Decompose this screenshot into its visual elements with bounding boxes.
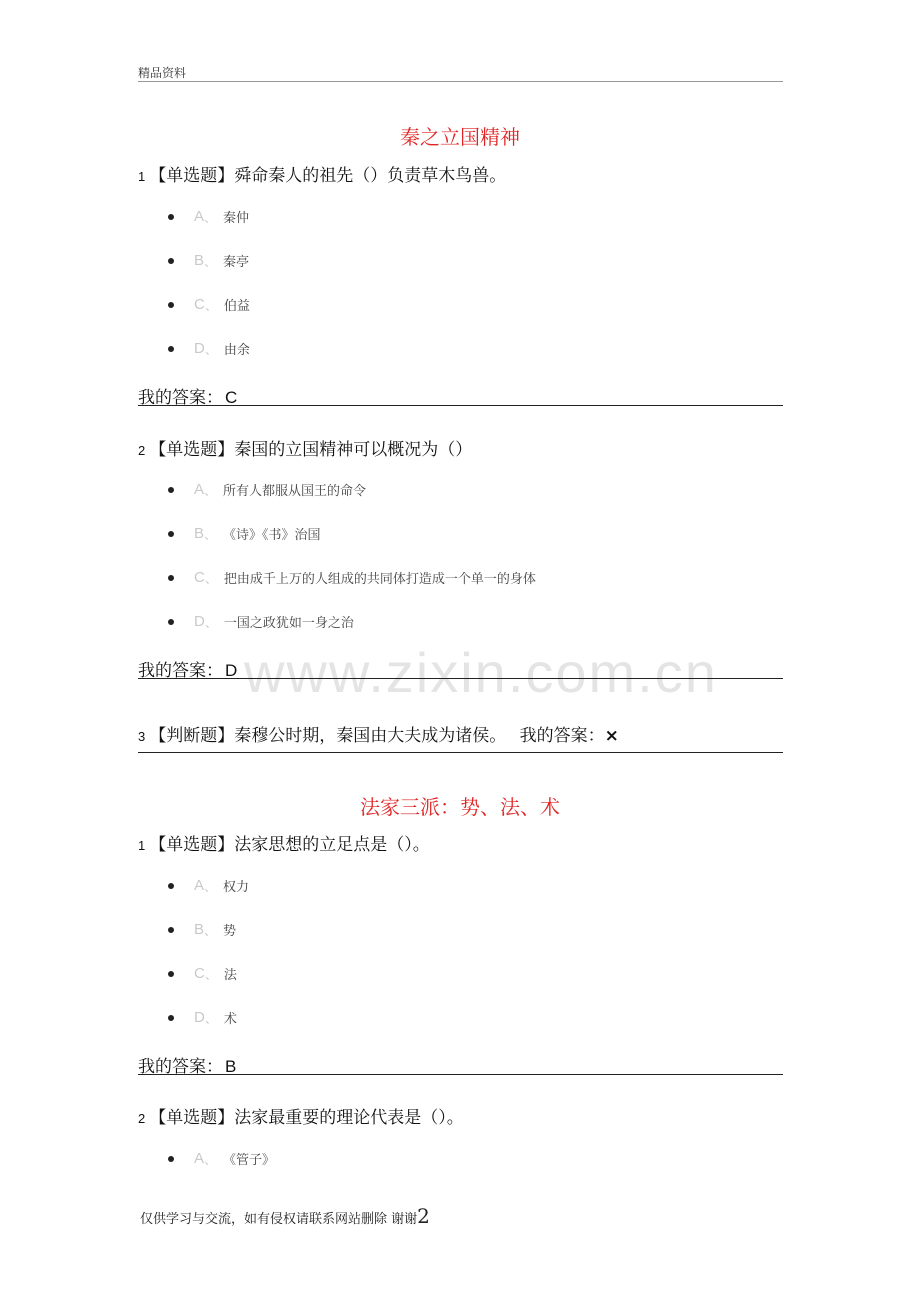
option-b[interactable] <box>168 524 321 543</box>
option-c[interactable] <box>168 568 536 587</box>
option-text: 秦仲 <box>223 211 250 226</box>
question-1-3 <box>138 721 619 746</box>
option-letter: A <box>194 481 205 498</box>
bullet-icon <box>168 619 174 625</box>
section-title: 秦之立国精神 <box>400 125 520 149</box>
answer-divider <box>138 405 783 406</box>
bullet-icon <box>168 927 174 933</box>
option-letter: B <box>194 921 205 938</box>
option-a[interactable] <box>168 1149 275 1168</box>
option-d[interactable] <box>168 612 354 631</box>
question-type: 【单选题】 <box>149 440 235 460</box>
question-number: 3 <box>138 729 146 744</box>
option-a[interactable] <box>168 480 366 499</box>
question-number: 2 <box>138 443 146 458</box>
answer-label: 我的答案： <box>138 388 223 408</box>
option-separator: 、 <box>204 484 218 499</box>
option-letter: C <box>194 569 205 586</box>
bullet-icon <box>168 302 174 308</box>
bullet-icon <box>168 214 174 220</box>
option-text: 伯益 <box>223 299 250 314</box>
option-b[interactable] <box>168 251 249 270</box>
option-separator: 、 <box>204 572 218 587</box>
option-letter: A <box>194 1150 205 1167</box>
bullet-icon <box>168 1156 174 1162</box>
answer-label: 我的答案： <box>138 1057 223 1077</box>
footer-text: 仅供学习与交流，如有侵权请联系网站删除 谢谢 <box>140 1212 418 1227</box>
bullet-icon <box>168 487 174 493</box>
option-separator: 、 <box>204 299 218 314</box>
answer-label: 我的答案： <box>138 661 223 681</box>
option-b[interactable] <box>168 920 236 939</box>
question-text: 舜命秦人的祖先（）负责草木鸟兽。 <box>234 166 507 186</box>
answer-divider <box>138 678 783 679</box>
answer-divider <box>138 752 783 753</box>
bullet-icon <box>168 883 174 889</box>
question-text: 法家最重要的理论代表是（）。 <box>234 1108 464 1128</box>
footer <box>140 1204 430 1228</box>
option-a[interactable] <box>168 876 249 895</box>
answer-divider <box>138 1074 783 1075</box>
question-text: 法家思想的立足点是（）。 <box>234 835 430 855</box>
option-letter: A <box>194 877 205 894</box>
option-text: 一国之政犹如一身之治 <box>223 616 354 631</box>
option-separator: 、 <box>204 1153 218 1168</box>
option-letter: B <box>194 525 205 542</box>
option-d[interactable] <box>168 339 250 358</box>
option-text: 所有人都服从国王的命令 <box>223 484 367 499</box>
option-letter: B <box>194 252 205 269</box>
question-2-2 <box>138 1103 464 1128</box>
option-letter: D <box>194 613 205 630</box>
question-number: 1 <box>138 838 146 853</box>
bullet-icon <box>168 346 174 352</box>
option-text: 把由成千上万的人组成的共同体打造成一个单一的身体 <box>223 572 536 587</box>
page-number: 2 <box>417 1204 430 1228</box>
header-label: 精品资料 <box>138 66 187 80</box>
option-text: 《诗》《书》治国 <box>223 528 321 543</box>
option-c[interactable] <box>168 964 237 983</box>
option-text: 由余 <box>223 343 250 358</box>
section-title: 法家三派：势、法、术 <box>360 795 560 819</box>
header-divider <box>138 81 783 82</box>
option-text: 势 <box>223 924 237 939</box>
bullet-icon <box>168 1015 174 1021</box>
question-text: 秦穆公时期，秦国由大夫成为诸侯。 <box>234 726 507 746</box>
answer-value: B <box>225 1057 237 1076</box>
option-text: 术 <box>223 1012 237 1027</box>
option-letter: C <box>194 965 205 982</box>
option-d[interactable] <box>168 1008 237 1027</box>
option-text: 法 <box>223 968 237 983</box>
option-separator: 、 <box>204 968 218 983</box>
option-text: 秦亭 <box>223 255 250 270</box>
question-2-1 <box>138 830 430 855</box>
option-separator: 、 <box>204 528 218 543</box>
option-letter: A <box>194 208 205 225</box>
bullet-icon <box>168 531 174 537</box>
question-1-2 <box>138 435 472 460</box>
question-number: 1 <box>138 169 146 184</box>
option-c[interactable] <box>168 295 250 314</box>
option-a[interactable] <box>168 207 249 226</box>
option-text: 《管子》 <box>223 1153 276 1168</box>
option-separator: 、 <box>204 924 218 939</box>
option-separator: 、 <box>204 880 218 895</box>
option-separator: 、 <box>204 343 218 358</box>
option-separator: 、 <box>204 616 218 631</box>
answer-value: C <box>225 388 238 407</box>
option-separator: 、 <box>204 255 218 270</box>
question-type: 【单选题】 <box>149 835 235 855</box>
bullet-icon <box>168 971 174 977</box>
option-letter: D <box>194 340 205 357</box>
question-type: 【单选题】 <box>149 166 235 186</box>
question-text: 秦国的立国精神可以概况为（） <box>234 440 473 460</box>
answer-label: 我的答案： <box>519 726 605 746</box>
option-text: 权力 <box>223 880 250 895</box>
question-1-1 <box>138 161 506 186</box>
question-type: 【判断题】 <box>149 726 235 746</box>
answer-value: × <box>604 726 619 746</box>
option-letter: C <box>194 296 205 313</box>
question-number: 2 <box>138 1111 146 1126</box>
bullet-icon <box>168 575 174 581</box>
watermark: www.zixin.com.cn <box>244 641 718 704</box>
bullet-icon <box>168 258 174 264</box>
question-type: 【单选题】 <box>149 1108 235 1128</box>
option-separator: 、 <box>204 1012 218 1027</box>
answer-value: D <box>225 661 238 680</box>
option-letter: D <box>194 1009 205 1026</box>
option-separator: 、 <box>204 211 218 226</box>
